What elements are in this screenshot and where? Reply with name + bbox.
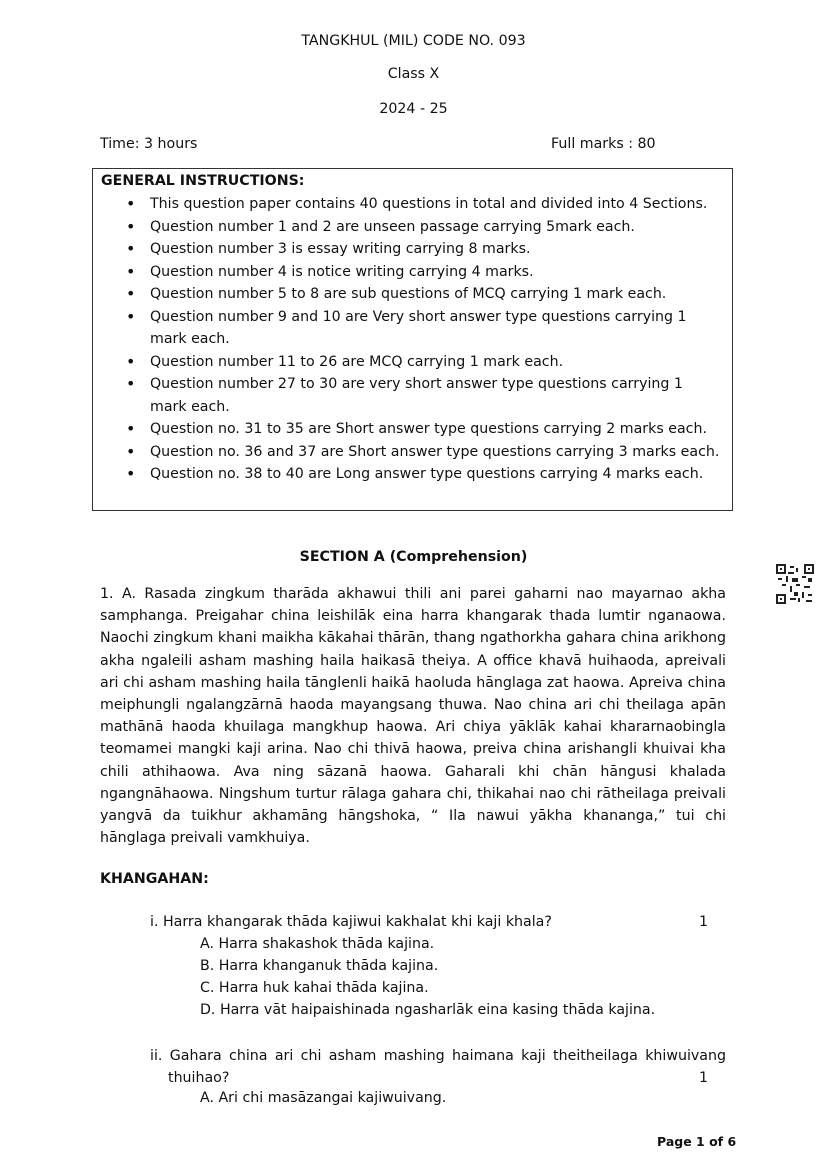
instruction-item: • Question number 3 is essay writing carrying 8 marks. <box>100 238 720 261</box>
time-label: Time: 3 hours <box>100 136 198 152</box>
option-a: A. Harra shakashok thāda kajina. <box>200 936 435 952</box>
section-a-heading: SECTION A (Comprehension) <box>299 549 528 565</box>
comprehension-passage: 1. A. Rasada zingkum tharāda akhawui thili ani parei gaharni nao mayarnao akha samphanga. Preigahar china leishilāk eina harra khangarak thada lumtir nganaowa. Naochi zingkum khani maikha kākahai thārān, thang ngathorkha gahara china arikhong akha ngaleili asham mashing haila haikasā theiya. A office khavā huihaoda, apreivali ari chi asham mashing haila tānglenli haikā haoluda hānglaga zat haowa. Apreiva china meiphungli ngalangzārnā haoda mayangsang thuwa. Nao china ari chi theilaga apān mathānā haoda khuilaga mangkhup haowa. Ari chiya yāklāk kahai khararnaobingla teomamei mangki kaji arina. Nao chi thivā haowa, preiva china arishangli khuivai kha chili athihaowa. Ava ning sāzanā haowa. Gaharali khi chān hāngusi khalada ngangnāhaowa. Ningshum turtur rālaga gahara chi, thikahai nao chi rātheilaga preivali yangvā da tuikhur akhamāng hāngshoka, “ Ila nawui yākha khananga,” tui chi hānglaga preivali vamkhuiya. <box>100 586 726 847</box>
full-marks-label: Full marks : 80 <box>551 136 656 152</box>
instruction-item: • Question number 5 to 8 are sub questions of MCQ carrying 1 mark each. <box>100 283 720 306</box>
option-a: A. Ari chi masāzangai kajiwuivang. <box>200 1090 447 1106</box>
session-year: 2024 - 25 <box>379 101 448 117</box>
instruction-item: • This question paper contains 40 questions in total and divided into 4 Sections. <box>100 193 720 216</box>
option-d: D. Harra vāt haipaishinada ngasharlāk eina kasing thāda kajina. <box>200 1002 656 1018</box>
instructions-heading: GENERAL INSTRUCTIONS: <box>101 173 305 189</box>
question-marks: 1 <box>698 1070 708 1086</box>
instruction-item: • Question no. 38 to 40 are Long answer type questions carrying 4 marks each. <box>100 463 720 486</box>
question-text-continued: thuihao? <box>168 1070 230 1086</box>
question-text: i. Harra khangarak thāda kajiwui kakhalat khi kaji khala? <box>150 914 552 930</box>
question-text: ii. Gahara china ari chi asham mashing haimana kaji theitheilaga khiwuivang <box>150 1048 726 1064</box>
instruction-item: • Question number 1 and 2 are unseen passage carrying 5mark each. <box>100 216 720 239</box>
instruction-item: • Question no. 36 and 37 are Short answer type questions carrying 3 marks each. <box>100 441 720 464</box>
instruction-item: • Question no. 31 to 35 are Short answer type questions carrying 2 marks each. <box>100 418 720 441</box>
question-i <box>150 914 726 930</box>
instruction-item: • Question number 27 to 30 are very short answer type questions carrying 1 mark each. <box>100 373 720 418</box>
instruction-item: • Question number 4 is notice writing carrying 4 marks. <box>100 261 720 284</box>
qr-code-icon <box>776 564 814 604</box>
instructions-list <box>100 193 720 486</box>
paper-title: TANGKHUL (MIL) CODE NO. 093 <box>301 33 526 49</box>
page-number: Page 1 of 6 <box>657 1134 737 1149</box>
instruction-item: • Question number 9 and 10 are Very short answer type questions carrying 1 mark each. <box>100 306 720 351</box>
option-b: B. Harra khanganuk thāda kajina. <box>200 958 439 974</box>
instruction-item: • Question number 11 to 26 are MCQ carrying 1 mark each. <box>100 351 720 374</box>
question-marks: 1 <box>698 914 708 930</box>
class-label: Class X <box>387 66 440 82</box>
khangahan-heading: KHANGAHAN: <box>100 871 209 887</box>
question-ii <box>150 1045 726 1089</box>
option-c: C. Harra huk kahai thāda kajina. <box>200 980 429 996</box>
